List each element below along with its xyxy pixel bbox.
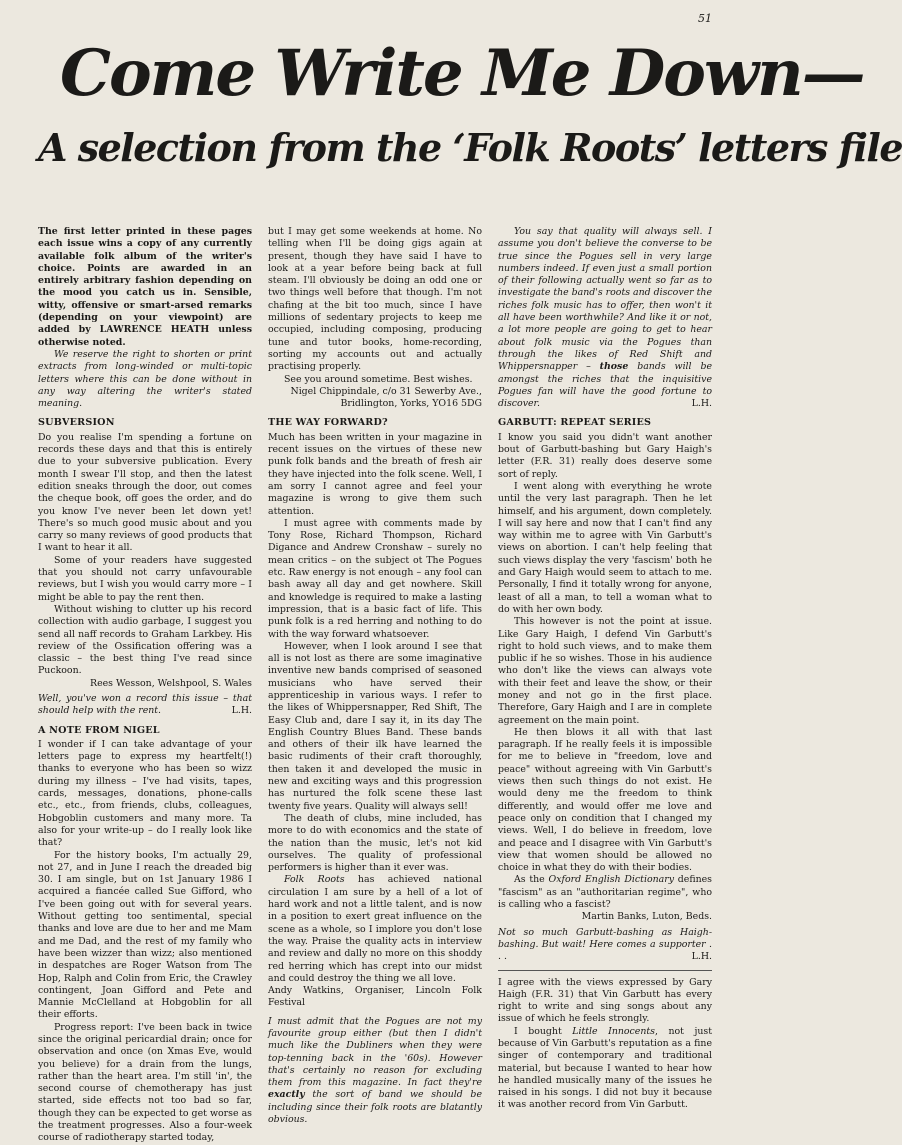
paragraph-text: As the	[514, 874, 549, 886]
paragraph: For the history books, I'm actually 29, not 27, and in June I reach the dreaded big 30. I am single, but on 1st January 1986 I acquired a fiancée called Sue Gifford, who I've been going out with for several years. Without getting too sentimental, special thanks and love are due to her and me Mam and me Dad, and the rest of my family who have been wizzer than wizz; also mentioned in despatches are Roger Watson from The Hop, Ralph and Colin from Eric, the Crawley contingent, Joan Gifford and Pete and Mannie McClelland at Hobgoblin for all their efforts.	[38, 849, 252, 1021]
paragraph: However, when I look around I see that all is not lost as there are some imaginative inventive new bands comprised of seasoned musicians who have served their apprenticeship in various ways. I refer to the likes of Whippersnapper, Red Shift, The Easy Club and, dare I say it, in its day The English Country Blues Band. These bands and others of their ilk have learned the basic rudiments of their craft thoroughly, then taken it and developed the music in new and exciting ways and this progression has nurtured the folk scene these last twenty five years. Quality will always sell!	[268, 640, 482, 812]
section-title-garbutt: GARBUTT: REPEAT SERIES	[498, 417, 652, 429]
paragraph: The death of clubs, mine included, has more to do with economics and the state of the nation than the music, let's not kid ourselves. The quality of professional performers is higher than it ever was.	[268, 812, 482, 874]
paragraph: Without wishing to clutter up his record collection with audio garbage, I suggest you send all naff records to Graham Larkbey. His review of the Ossification offering was a classic – the best thing I've read since Puckoon.	[38, 603, 252, 677]
column-2	[268, 226, 482, 1126]
paragraph	[498, 1026, 712, 1112]
paragraph-text: defines "fascism" as an "authoritarian regime", who is calling who a fascist?	[498, 874, 712, 911]
paragraph-text: has achieved national circulation I am sure by a hell of a lot of hard work and not a little talent, and is now in a position to exert great influence on the scene as a whole, so I implore you don't lose the way. Praise the quality acts in interview and review and dally no more on this shoddy red herring which has crept into our midst and could destroy the thing we all love.	[268, 874, 482, 984]
reply-text: You say that quality will always sell. I assume you don't believe the converse to be true since the Pogues sell in very large numbers indeed. If even just a small portion of their following actually went so far as to investigate the band's roots and discover the riches folk music has to offer, then won't it all have been worthwhile? And like it or not, a lot more people are going to get to hear about folk music via the Pogues than through the likes of Red Shift and Whippersnapper –	[498, 226, 712, 373]
paragraph: I know you said you didn't want another bout of Garbutt-bashing but Gary Haigh's letter (F.R. 31) really does deserve some sort of reply.	[498, 431, 712, 480]
paragraph	[268, 874, 482, 985]
paragraph: Do you realise I'm spending a fortune on records these days and that this is entirely due to your subversive publication. Every month I swear I'll stop, and then the latest edition sneaks through the door, out comes the cheque book, off goes the order, and do you know I've never been let down yet! There's so much good music about and you carry so many reviews of good products that I want to hear it all.	[38, 431, 252, 554]
paragraph: Much has been written in your magazine in recent issues on the virtues of these new punk folk bands and the breath of fresh air they have injected into the folk scene. Well, I am sorry I cannot agree and feel your magazine is wrong to give them such attention.	[268, 431, 482, 517]
editor-reply	[38, 693, 252, 718]
paragraph: He then blows it all with that last paragraph. If he really feels it is impossible for me to believe in "freedom, love and peace" without agreeing with Vin Garbutt's views then such things do not exist. He would deny me the freedom to think differently, and would offer me love and peace only on condition that I changed my views. Well, I do believe in freedom, love and peace and I disagree with Vin Garbutt's view that women should be allowed no choice in what they do with their bodies.	[498, 726, 712, 874]
paragraph: I wonder if I can take advantage of your letters page to express my heartfelt(!) thanks to everyone who has been so wizz during my illness – I've had visits, tapes, cards, messages, donations, phone-calls etc., etc., from friends, clubs, colleagues, Hobgoblin customers and many more. Ta also for your write-up – do I really look like that?	[38, 738, 252, 849]
reply-text: Well, you've won a record this issue – that should help with the rent.	[38, 692, 252, 717]
column-3	[498, 226, 712, 1112]
column-1	[38, 226, 252, 1145]
signature: Rees Wesson, Welshpool, S. Wales	[90, 677, 252, 689]
reply-text: the sort of band we should be including since their folk roots are blatantly obvious.	[268, 1089, 482, 1126]
reply-emphasis: those	[599, 361, 629, 373]
signature: Andy Watkins, Organiser, Lincoln Folk Festival	[268, 985, 482, 1009]
paragraph: This however is not the point at issue. Like Gary Haigh, I defend Vin Garbutt's right to hold such views, and to make them public if he so wishes. Those in his audience who don't like the views can always vote with their feet and leave the show, or their money and not go in the first place. Therefore, Gary Haigh and I are in complete agreement on the main point.	[498, 616, 712, 726]
page-number: 51	[698, 12, 712, 25]
paragraph: I went along with everything he wrote until the very last paragraph. Then he let himself, and his argument, down completely. I will say here and now that I can't find any way within me to agree with Vin Garbutt's views on abortion. I can't help feeling that such views display the very 'fascism' both he and Gary Haigh would seem to attach to me. Personally, I find it totally wrong for anyone, least of all a man, to tell a woman what to do with her own body.	[498, 480, 712, 615]
section-title-subversion: SUBVERSION	[38, 417, 115, 429]
reply-initials: L.H.	[691, 951, 712, 963]
paragraph: I agree with the views expressed by Gary Haigh (F.R. 31) that Vin Garbutt has every right to write and sing songs about any issue of which he feels strongly.	[498, 976, 712, 1025]
editor-reply	[498, 927, 712, 964]
section-title-note-from-nigel: A NOTE FROM NIGEL	[38, 724, 160, 736]
reply-text: Not so much Garbutt-bashing as Haigh-bashing. But wait! Here comes a supporter . . .	[498, 926, 712, 963]
signature: Nigel Chippindale, c/o 31 Sewerby Ave., Bridlington, Yorks, YO16 5DG	[290, 385, 482, 410]
dictionary-name: Oxford English Dictionary	[548, 874, 674, 886]
magazine-name: Folk Roots	[284, 874, 345, 886]
album-title: Little Innocents	[572, 1025, 655, 1037]
reply-emphasis: exactly	[268, 1089, 305, 1101]
paragraph	[498, 874, 712, 911]
paragraph: but I may get some weekends at home. No telling when I'll be doing gigs again at present, though they have said I have to look at a year before being back at full steam. I'll obviously be doing an odd one or two things well before that though. I'm not chafing at the bit too much, since I have millions of sedentary projects to keep me occupied, including composing, producing tune and tutor books, home-recording, sorting my accounts out and actually practising properly.	[268, 226, 482, 373]
section-title-way-forward: THE WAY FORWARD?	[268, 417, 388, 429]
reply-initials: L.H.	[691, 398, 712, 410]
subheadline: A selection from the ‘Folk Roots’ letters file	[38, 125, 902, 170]
paragraph: Progress report: I've been back in twice since the original pericardial drain; once for observation and once (on Xmas Eve, would you believe) for a drain from the lungs, rather than the heart area. I'm still 'in', the second course of chemotherapy has just started, side effects not too bad so far, though they can be expected to get worse as the treatment progresses. Also a four-week course of radiotherapy started today,	[38, 1021, 252, 1144]
reply-text: I must admit that the Pogues are not my favourite group either (but then I didn't much like the Dubliners when they were top-tenning back in the '60s). However that's certainly no reason for excluding them from this magazine. In fact they're	[268, 1015, 482, 1089]
paragraph-text: I bought	[514, 1025, 573, 1037]
paragraph-text: , not just because of Vin Garbutt's reputation as a fine singer of contemporary and traditional material, but because I wanted to hear how he handled musically many of the issues he raised in his songs. I did not buy it because it was another record from Vin Garbutt.	[498, 1025, 713, 1111]
editor-reply	[268, 1016, 482, 1127]
reply-initials: L.H.	[231, 705, 252, 717]
paragraph: I must agree with comments made by Tony Rose, Richard Thompson, Richard Digance and Andrew Cronshaw – surely no mean critics – on the subject ot The Pogues etc. Raw energy is not enough – any fool can bash away all day and get nowhere. Skill and knowledge is required to make a lasting impression, that is a basic fact of life. This punk folk is a red herring and nothing to do with the way forward whatsoever.	[268, 517, 482, 640]
intro-rules: The first letter printed in these pages each issue wins a copy of any currently available folk album of the writer's choice. Points are awarded in an entirely arbitrary fashion depending on the mood you catch us in. Sensible, witty, offensive or smart-arsed remarks (depending on your viewpoint) are added by LAWRENCE HEATH unless otherwise noted.	[38, 226, 252, 348]
headline: Come Write Me Down—	[60, 36, 864, 111]
reply-text: bands will be amongst the riches that the inquisitive Pogues fan will have the good fortune to discover.	[498, 361, 713, 410]
signature: Martin Banks, Luton, Beds.	[581, 911, 712, 923]
editor-reply	[498, 226, 712, 410]
divider	[498, 970, 712, 971]
intro-note: We reserve the right to shorten or print extracts from long-winded or multi-topic letters where this can be done without in any way altering the writer's stated meaning.	[38, 348, 252, 410]
paragraph: See you around sometime. Best wishes.	[284, 373, 473, 385]
paragraph: Some of your readers have suggested that you should not carry unfavourable reviews, but I wish you would carry more – I might be able to pay the rent then.	[38, 554, 252, 603]
